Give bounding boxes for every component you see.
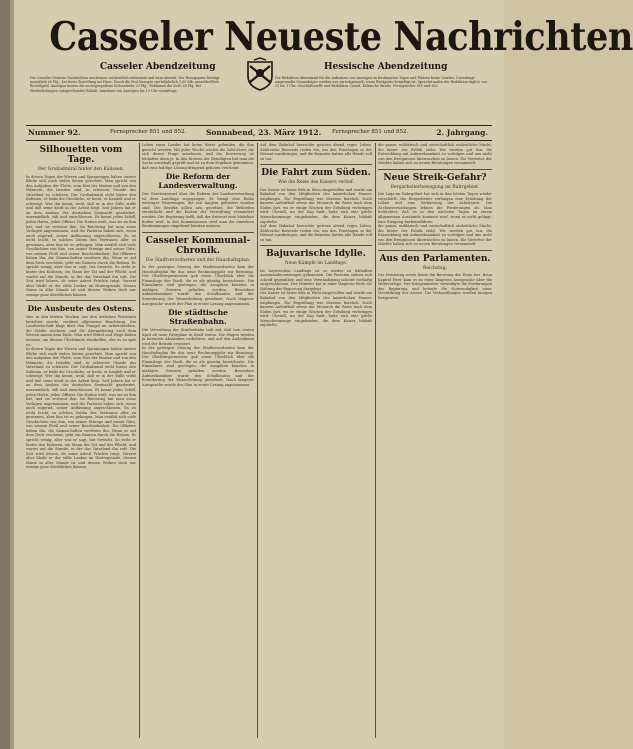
article-body: In diesen Tagen der Wirren und Spannungen haben unsere Blicke sich nach vielen Seiten gerichtet. Man spricht von den Aufgaben der Flotte, vom Etat der Marine und von den Männern, die berufen sind, in schwerer Stunde das Vaterland zu schützen. Der Großadmiral steht hinter den Kulissen, er lenkt die Geschicke, er berät, er handelt und er schweigt. Wer ihn kennt, weiß, daß er in der Stille wirkt und daß seine Kraft in der Arbeit liegt. Seit Jahren hat er an dem Ausbau der deutschen Seemacht gearbeitet, unermüdlich, zäh und entschlossen. Er kennt jedes Schiff, jeden Hafen, jeden Offizier. Die Nation weiß, was sie an ihm hat, und sie vertraut ihm. Im Reichstag hat man seine Vorlagen angenommen, und die Parteien haben sich, wenn auch zögernd, seiner Auffassung angeschlossen. Es ist nicht leicht, in solchen Zeiten das Vertrauen aller zu gewinnen, aber ihm ist es gelungen. Man erzählt sich viele Geschichten von ihm, von seiner Strenge und seiner Güte, von seinem Fleiß und seiner Bescheidenheit. Die Offiziere lieben ihn, die Mannschaften verehren ihn. Wenn er auf dem Deck erscheint, geht ein Raunen durch die Reihen. Er spricht wenig, aber was er sagt, hat Gewicht. So steht er hinter den Kulissen, ein Mann der Tat und der Pflicht, und wartet auf die Stunde, in der das Vaterland ihn ruft. Die Zeit wird lehren, ob seine Arbeit Früchte trägt. Vorerst aber bleibt er der stille Lenker im Hintergrunde, dessen Name in aller Munde ist und dessen Wirken doch nur wenige ganz überblicken können. <box>26 174 136 297</box>
article-subheadline: Bergarbeiterbewegung im Ruhrgebiet. <box>390 184 480 190</box>
article-headline: Neue Streik-Gefahr? <box>383 172 487 183</box>
article-body: Auf dem Bahnhof herrschte gestern abend reges Leben. Zahlreiche Reisende trafen ein, um den Feiertagen in der Heimat zuzubringen, und die Beamten hatten alle Hände voll zu tun. <box>260 143 372 161</box>
article-headline: Bajuvarische Idylle. <box>266 249 366 260</box>
subtitle-left: Casseler Abendzeitung <box>100 62 216 72</box>
article-headline: Casseler Kommunal-Chronik. <box>145 235 251 256</box>
article-body: die ganze, militärisch und wirtschaftlich einheitliche Macht, die hinter der Politik steht. Wir werden gut tun, die Entwicklung mit Aufmerksamkeit zu verfolgen und uns nicht von den Ereignissen überraschen zu lassen. Die Vertreter der Mächte haben sich zu neuen Beratungen versammelt. <box>378 143 492 166</box>
article-body: Der Kaiser ist heute früh in Wien eingetroffen und wurde am Bahnhof von den Mitgliedern des kaiserlichen Hauses empfangen. Die Begrüßung war überaus herzlich. Nach kurzem Aufenthalt setzte der Monarch die Reise nach dem Süden fort, wo er einige Wochen der Erholung verbringen wird. Überall, wo der Zug hielt, hatte sich eine große Menschenmenge eingefunden, die dem Kaiser lebhaft zujubelte. <box>260 291 372 328</box>
article-body: Im bayerischen Landtage ist es wieder zu lebhaften Auseinandersetzungen gekommen. Die Parteien stehen sich schroff gegenüber, und eine Verständigung scheint vorläufig ausgeschlossen. Der Minister hat in einer längeren Rede die Haltung der Regierung dargelegt. <box>260 268 372 291</box>
article-subheadline: Reichstag. <box>422 265 448 271</box>
article-headline: Die städtische Straßenbahn. <box>168 308 228 327</box>
column-rule <box>139 143 140 738</box>
dateline <box>26 125 492 141</box>
article-body: Der Reichstag setzte heute die Beratung des Etats fort. Beim Kapitel Heer kam es zu einer längeren Aussprache über die Wehrvorlage. Der Kriegsminister verteidigte die Forderungen der Regierung und betonte die Notwendigkeit einer Verstärkung der Armee. Die Verhandlungen werden morgen fortgesetzt. <box>378 273 492 301</box>
column-3 <box>260 143 372 738</box>
column-1 <box>26 143 136 738</box>
issue-date: Sonnabend, 23. März 1912. <box>206 128 322 137</box>
notice-left: Die Casseler Neueste Nachrichten erscheinen wöchentlich siebenmal und zwar abends. Der Bezugspreis beträgt monatlich 60 Pfg., bei freier Zustellung ins Haus. Durch die Post bezogen vierteljährlich 1,80 Mk. ausschließlich Bestellgeld. Anzeigen kosten die sechsgespaltene Kolonelzeile 20 Pfg., Reklamen die Zeile 60 Pfg. Bei Wiederholungen entsprechender Rabatt. Annahme von Anzeigen bis 10 Uhr vormittags. <box>30 76 220 93</box>
divider <box>260 164 372 165</box>
article-body: Leben eines Landes hat keine Worte gefunden, die ihm gerecht werden. Mit jeder Woche wächst die Zahl derer, die sich dieser Frage annehmen, und die Erörterung ist lebhafter denn je. In den Kreisen der Beteiligten hat man die Sache ernsthaft geprüft und ist zu dem Ergebnis gekommen, daß eine baldige Lösung dringend geboten erscheint. <box>142 143 254 170</box>
article-body: Die Lage im Ruhrgebiet hat sich in den letzten Tagen wieder verschärft. Die Bergarbeiter verlangen eine Erhöhung der Löhne und eine Verkürzung der Arbeitszeit. Die Zechenverwaltungen lehnen die Forderungen ab. Man befürchtet, daß es in den nächsten Tagen zu einem allgemeinen Ausstande kommen wird, wenn es nicht gelingt, eine Einigung herbeizuführen. <box>378 192 492 224</box>
article-headline: Die Reform der Landesverwaltung. <box>158 172 238 191</box>
article-subheadline: Neue Kämpfe im Landtage. <box>284 261 348 267</box>
column-4 <box>378 143 492 738</box>
article-headline: Aus den Parlamenten. <box>379 253 491 264</box>
article-body: In diesen Tagen der Wirren und Spannungen haben unsere Blicke sich nach vielen Seiten gerichtet. Man spricht von den Aufgaben der Flotte, vom Etat der Marine und von den Männern, die berufen sind, in schwerer Stunde das Vaterland zu schützen. Der Großadmiral steht hinter den Kulissen, er lenkt die Geschicke, er berät, er handelt und er schweigt. Wer ihn kennt, weiß, daß er in der Stille wirkt und daß seine Kraft in der Arbeit liegt. Seit Jahren hat er an dem Ausbau der deutschen Seemacht gearbeitet, unermüdlich, zäh und entschlossen. Er kennt jedes Schiff, jeden Hafen, jeden Offizier. Die Nation weiß, was sie an ihm hat, und sie vertraut ihm. Im Reichstag hat man seine Vorlagen angenommen, und die Parteien haben sich, wenn auch zögernd, seiner Auffassung angeschlossen. Es ist nicht leicht, in solchen Zeiten das Vertrauen aller zu gewinnen, aber ihm ist es gelungen. Man erzählt sich viele Geschichten von ihm, von seiner Strenge und seiner Güte, von seinem Fleiß und seiner Bescheidenheit. Die Offiziere lieben ihn, die Mannschaften verehren ihn. Wenn er auf dem Deck erscheint, geht ein Raunen durch die Reihen. Er spricht wenig, aber was er sagt, hat Gewicht. So steht er hinter den Kulissen, ein Mann der Tat und der Pflicht, und wartet auf die Stunde, in der das Vaterland ihn ruft. Die Zeit wird lehren, ob seine Arbeit Früchte trägt. Vorerst aber bleibt er der stille Lenker im Hintergrunde, dessen Name in aller Munde ist und dessen Wirken doch nur wenige ganz überblicken können. <box>26 347 136 470</box>
divider <box>378 169 492 170</box>
column-2 <box>142 143 254 738</box>
subtitle-right: Hessische Abendzeitung <box>324 62 448 72</box>
column-rule <box>257 143 258 738</box>
article-body: Der Kaiser ist heute früh in Wien eingetroffen und wurde am Bahnhof von den Mitgliedern des kaiserlichen Hauses empfangen. Die Begrüßung war überaus herzlich. Nach kurzem Aufenthalt setzte der Monarch die Reise nach dem Süden fort, wo er einige Wochen der Erholung verbringen wird. Überall, wo der Zug hielt, hatte sich eine große Menschenmenge eingefunden, die dem Kaiser lebhaft zujubelte. <box>260 187 372 224</box>
article-body: Was in den letzten Wochen aus den östlichen Provinzen berichtet wurde, verdient allgemeine Beachtung. Die Landwirtschaft klagt über den Mangel an Arbeitskräften, die Städte wachsen, und die Abwanderung nach dem Westen nimmt kein Ende. Man wird Mittel und Wege finden müssen, um diesem Übelstande abzuhelfen, ehe es zu spät ist. <box>26 315 136 347</box>
article-body: In der gestrigen Sitzung der Stadtverordneten kam der Haushaltsplan für das neue Rechnungsjahr zur Beratung. Der Oberbürgermeister gab einen Überblick über die Finanzlage der Stadt, die er als günstig bezeichnete. Die Einnahmen sind gestiegen, die Ausgaben konnten in mäßigen Grenzen gehalten werden. Besondere Aufmerksamkeit wurde den Schulbauten und der Erweiterung der Wasserleitung gewidmet. Nach längerer Aussprache wurde der Plan in erster Lesung angenommen. <box>142 346 254 387</box>
notice-right: Die Redaktion übernimmt für die Aufnahme von Anzeigen an bestimmten Tagen und Plätzen keine Gewähr. Unverlangt eingesandte Manuskripte werden nur zurückgesandt, wenn Rückporto beigefügt ist. Sprechstunden der Redaktion täglich von 12 bis 1 Uhr. Geschäftsstelle und Redaktion Cassel, Kölnische Straße. Fernsprecher 851 und 852. <box>275 76 488 89</box>
article-columns <box>26 143 492 738</box>
article-subheadline: Die Stadtverordneten und der Haushaltsplan. <box>145 257 251 263</box>
issue-number: Nummer 92. <box>28 128 81 137</box>
newspaper-title: Casseler Neueste Nachrichten <box>49 14 633 60</box>
phone-left: Fernsprecher 851 und 852. <box>110 129 187 135</box>
article-body: In der gestrigen Sitzung der Stadtverordneten kam der Haushaltsplan für das neue Rechnungsjahr zur Beratung. Der Oberbürgermeister gab einen Überblick über die Finanzlage der Stadt, die er als günstig bezeichnete. Die Einnahmen sind gestiegen, die Ausgaben konnten in mäßigen Grenzen gehalten werden. Besondere Aufmerksamkeit wurde den Schulbauten und der Erweiterung der Wasserleitung gewidmet. Nach längerer Aussprache wurde der Plan in erster Lesung angenommen. <box>142 265 254 306</box>
article-body: die ganze, militärisch und wirtschaftlich einheitliche Macht, die hinter der Politik steht. Wir werden gut tun, die Entwicklung mit Aufmerksamkeit zu verfolgen und uns nicht von den Ereignissen überraschen zu lassen. Die Vertreter der Mächte haben sich zu neuen Beratungen versammelt. <box>378 224 492 247</box>
article-subheadline: Wie die Reise des Kaisers verlief. <box>278 180 354 186</box>
article-body: Die Verwaltung der Straßenbahn teilt mit, daß vom ersten April ab neue Fahrpläne in Kraft treten. Die Wagen werden in kürzeren Abständen verkehren, und auf den Außenlinien wird der Betrieb erweitert. <box>142 328 254 346</box>
divider <box>26 300 136 301</box>
article-body: Auf dem Bahnhof herrschte gestern abend reges Leben. Zahlreiche Reisende trafen ein, um den Feiertagen in der Heimat zuzubringen, und die Beamten hatten alle Hände voll zu tun. <box>260 224 372 242</box>
article-headline: Die Fahrt zum Süden. <box>261 168 371 179</box>
article-subheadline: Der Großadmiral hinter den Kulissen. <box>37 167 125 172</box>
article-body: Der Gesetzentwurf über die Reform der Landesverwaltung ist dem Landtage zugegangen. Er bringt eine Reihe wichtiger Neuerungen, die seit langem gefordert worden sind. Die Bezirke sollen neu geordnet, die Behörden vereinfacht und die Kosten der Verwaltung vermindert werden. Die Regierung hofft, daß der Entwurf eine Mehrheit finden wird. In den Kommissionen wird man die einzelnen Bestimmungen eingehend beraten müssen. <box>142 192 254 229</box>
divider <box>378 250 492 251</box>
page-edge <box>0 0 14 749</box>
coat-of-arms-icon <box>244 58 276 92</box>
article-headline: Die Ausbeute des Ostens. <box>27 304 135 314</box>
volume-year: 2. Jahrgang. <box>436 128 488 137</box>
column-rule <box>375 143 376 738</box>
phone-right: Fernsprecher 851 und 852. <box>332 129 409 135</box>
article-headline: Silhouetten vom Tage. <box>39 145 123 165</box>
divider <box>142 232 254 233</box>
divider <box>260 245 372 246</box>
